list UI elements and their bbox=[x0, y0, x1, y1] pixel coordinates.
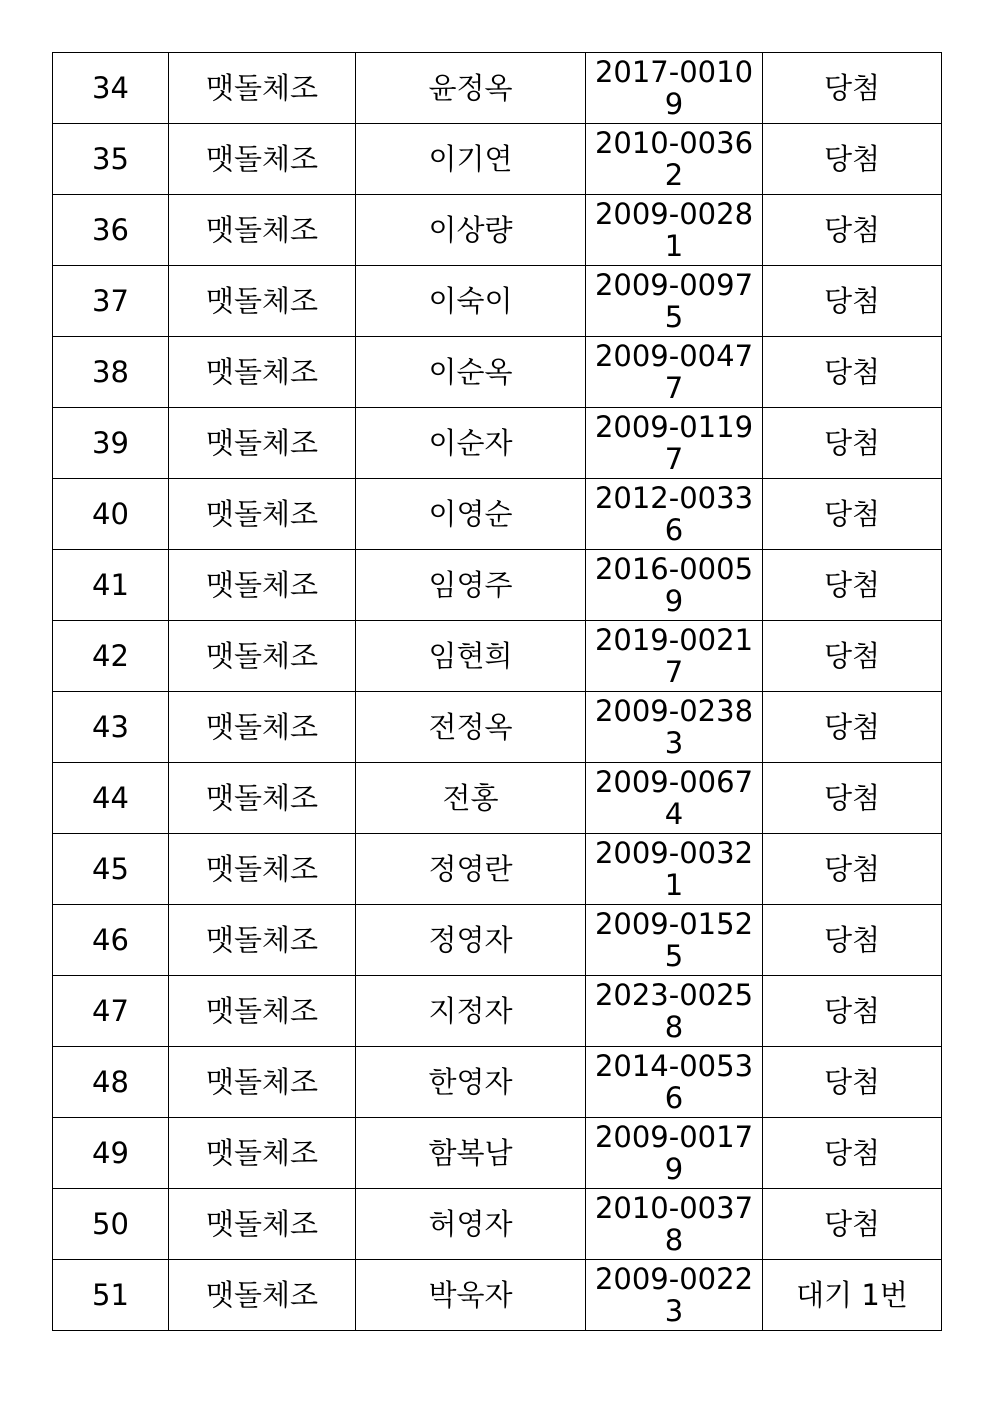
row-number: 38 bbox=[53, 337, 169, 408]
row-number: 46 bbox=[53, 905, 169, 976]
member-id-cell bbox=[586, 976, 763, 1047]
result-status: 당첨 bbox=[763, 905, 942, 976]
row-number: 39 bbox=[53, 408, 169, 479]
result-status: 당첨 bbox=[763, 1047, 942, 1118]
row-number: 50 bbox=[53, 1189, 169, 1260]
member-id-cell bbox=[586, 763, 763, 834]
member-id: 2009-00281 bbox=[594, 197, 754, 263]
table-row bbox=[53, 692, 942, 763]
member-name: 이상량 bbox=[356, 195, 586, 266]
row-number: 34 bbox=[53, 53, 169, 124]
result-status: 당첨 bbox=[763, 976, 942, 1047]
member-id-cell bbox=[586, 621, 763, 692]
member-id: 2009-01525 bbox=[594, 907, 754, 973]
table-row bbox=[53, 337, 942, 408]
result-status: 당첨 bbox=[763, 834, 942, 905]
team-name: 맷돌체조 bbox=[169, 692, 356, 763]
row-number: 37 bbox=[53, 266, 169, 337]
row-number: 35 bbox=[53, 124, 169, 195]
result-status: 당첨 bbox=[763, 337, 942, 408]
member-id: 2009-00321 bbox=[594, 836, 754, 902]
team-name: 맷돌체조 bbox=[169, 1047, 356, 1118]
member-id: 2009-00975 bbox=[594, 268, 754, 334]
table-row bbox=[53, 124, 942, 195]
result-status: 당첨 bbox=[763, 1189, 942, 1260]
table-row bbox=[53, 763, 942, 834]
member-id-cell bbox=[586, 337, 763, 408]
member-id: 2009-00179 bbox=[594, 1120, 754, 1186]
result-status: 당첨 bbox=[763, 479, 942, 550]
member-name: 전정옥 bbox=[356, 692, 586, 763]
team-name: 맷돌체조 bbox=[169, 976, 356, 1047]
table-row bbox=[53, 479, 942, 550]
member-name: 이숙이 bbox=[356, 266, 586, 337]
member-id-cell bbox=[586, 692, 763, 763]
member-id: 2019-00217 bbox=[594, 623, 754, 689]
table-row bbox=[53, 976, 942, 1047]
row-number: 49 bbox=[53, 1118, 169, 1189]
member-id: 2014-00536 bbox=[594, 1049, 754, 1115]
table-row bbox=[53, 1260, 942, 1331]
member-name: 박욱자 bbox=[356, 1260, 586, 1331]
team-name: 맷돌체조 bbox=[169, 53, 356, 124]
member-id: 2017-00109 bbox=[594, 55, 754, 121]
table-row bbox=[53, 195, 942, 266]
team-name: 맷돌체조 bbox=[169, 550, 356, 621]
row-number: 43 bbox=[53, 692, 169, 763]
member-name: 이기연 bbox=[356, 124, 586, 195]
member-id-cell bbox=[586, 1260, 763, 1331]
table-row bbox=[53, 266, 942, 337]
result-status: 당첨 bbox=[763, 692, 942, 763]
team-name: 맷돌체조 bbox=[169, 763, 356, 834]
table-row bbox=[53, 905, 942, 976]
member-id: 2009-00674 bbox=[594, 765, 754, 831]
member-id: 2012-00336 bbox=[594, 481, 754, 547]
result-status: 당첨 bbox=[763, 1118, 942, 1189]
member-name: 정영란 bbox=[356, 834, 586, 905]
team-name: 맷돌체조 bbox=[169, 337, 356, 408]
member-name: 윤정옥 bbox=[356, 53, 586, 124]
result-status: 당첨 bbox=[763, 124, 942, 195]
member-id-cell bbox=[586, 124, 763, 195]
row-number: 42 bbox=[53, 621, 169, 692]
result-status: 당첨 bbox=[763, 621, 942, 692]
team-name: 맷돌체조 bbox=[169, 905, 356, 976]
member-name: 허영자 bbox=[356, 1189, 586, 1260]
table-row bbox=[53, 1189, 942, 1260]
team-name: 맷돌체조 bbox=[169, 1260, 356, 1331]
member-id: 2010-00378 bbox=[594, 1191, 754, 1257]
member-name: 전홍 bbox=[356, 763, 586, 834]
member-id-cell bbox=[586, 834, 763, 905]
table-row bbox=[53, 53, 942, 124]
result-status: 당첨 bbox=[763, 763, 942, 834]
member-id: 2009-00223 bbox=[594, 1262, 754, 1328]
result-status: 당첨 bbox=[763, 408, 942, 479]
member-id: 2009-02383 bbox=[594, 694, 754, 760]
member-id-cell bbox=[586, 266, 763, 337]
row-number: 36 bbox=[53, 195, 169, 266]
member-name: 함복남 bbox=[356, 1118, 586, 1189]
member-name: 지정자 bbox=[356, 976, 586, 1047]
member-name: 한영자 bbox=[356, 1047, 586, 1118]
member-name: 이영순 bbox=[356, 479, 586, 550]
team-name: 맷돌체조 bbox=[169, 834, 356, 905]
lottery-result-table bbox=[52, 52, 942, 1331]
member-id-cell bbox=[586, 408, 763, 479]
member-id-cell bbox=[586, 905, 763, 976]
table-row bbox=[53, 1047, 942, 1118]
row-number: 44 bbox=[53, 763, 169, 834]
member-id-cell bbox=[586, 1118, 763, 1189]
member-id-cell bbox=[586, 550, 763, 621]
team-name: 맷돌체조 bbox=[169, 266, 356, 337]
result-status: 당첨 bbox=[763, 195, 942, 266]
member-name: 이순옥 bbox=[356, 337, 586, 408]
team-name: 맷돌체조 bbox=[169, 408, 356, 479]
member-id: 2023-00258 bbox=[594, 978, 754, 1044]
member-name: 이순자 bbox=[356, 408, 586, 479]
table-row bbox=[53, 621, 942, 692]
member-id: 2009-01197 bbox=[594, 410, 754, 476]
result-status: 대기 1번 bbox=[763, 1260, 942, 1331]
table-row bbox=[53, 550, 942, 621]
table-row bbox=[53, 1118, 942, 1189]
member-name: 정영자 bbox=[356, 905, 586, 976]
row-number: 48 bbox=[53, 1047, 169, 1118]
row-number: 45 bbox=[53, 834, 169, 905]
member-id: 2016-00059 bbox=[594, 552, 754, 618]
result-status: 당첨 bbox=[763, 266, 942, 337]
row-number: 47 bbox=[53, 976, 169, 1047]
team-name: 맷돌체조 bbox=[169, 1118, 356, 1189]
result-status: 당첨 bbox=[763, 53, 942, 124]
member-id-cell bbox=[586, 1189, 763, 1260]
team-name: 맷돌체조 bbox=[169, 621, 356, 692]
member-id-cell bbox=[586, 1047, 763, 1118]
member-id: 2009-00477 bbox=[594, 339, 754, 405]
row-number: 40 bbox=[53, 479, 169, 550]
member-id: 2010-00362 bbox=[594, 126, 754, 192]
member-name: 임영주 bbox=[356, 550, 586, 621]
member-id-cell bbox=[586, 195, 763, 266]
result-status: 당첨 bbox=[763, 550, 942, 621]
table-row bbox=[53, 834, 942, 905]
row-number: 51 bbox=[53, 1260, 169, 1331]
team-name: 맷돌체조 bbox=[169, 195, 356, 266]
row-number: 41 bbox=[53, 550, 169, 621]
member-name: 임현희 bbox=[356, 621, 586, 692]
table-row bbox=[53, 408, 942, 479]
team-name: 맷돌체조 bbox=[169, 1189, 356, 1260]
member-id-cell bbox=[586, 53, 763, 124]
member-id-cell bbox=[586, 479, 763, 550]
team-name: 맷돌체조 bbox=[169, 479, 356, 550]
team-name: 맷돌체조 bbox=[169, 124, 356, 195]
